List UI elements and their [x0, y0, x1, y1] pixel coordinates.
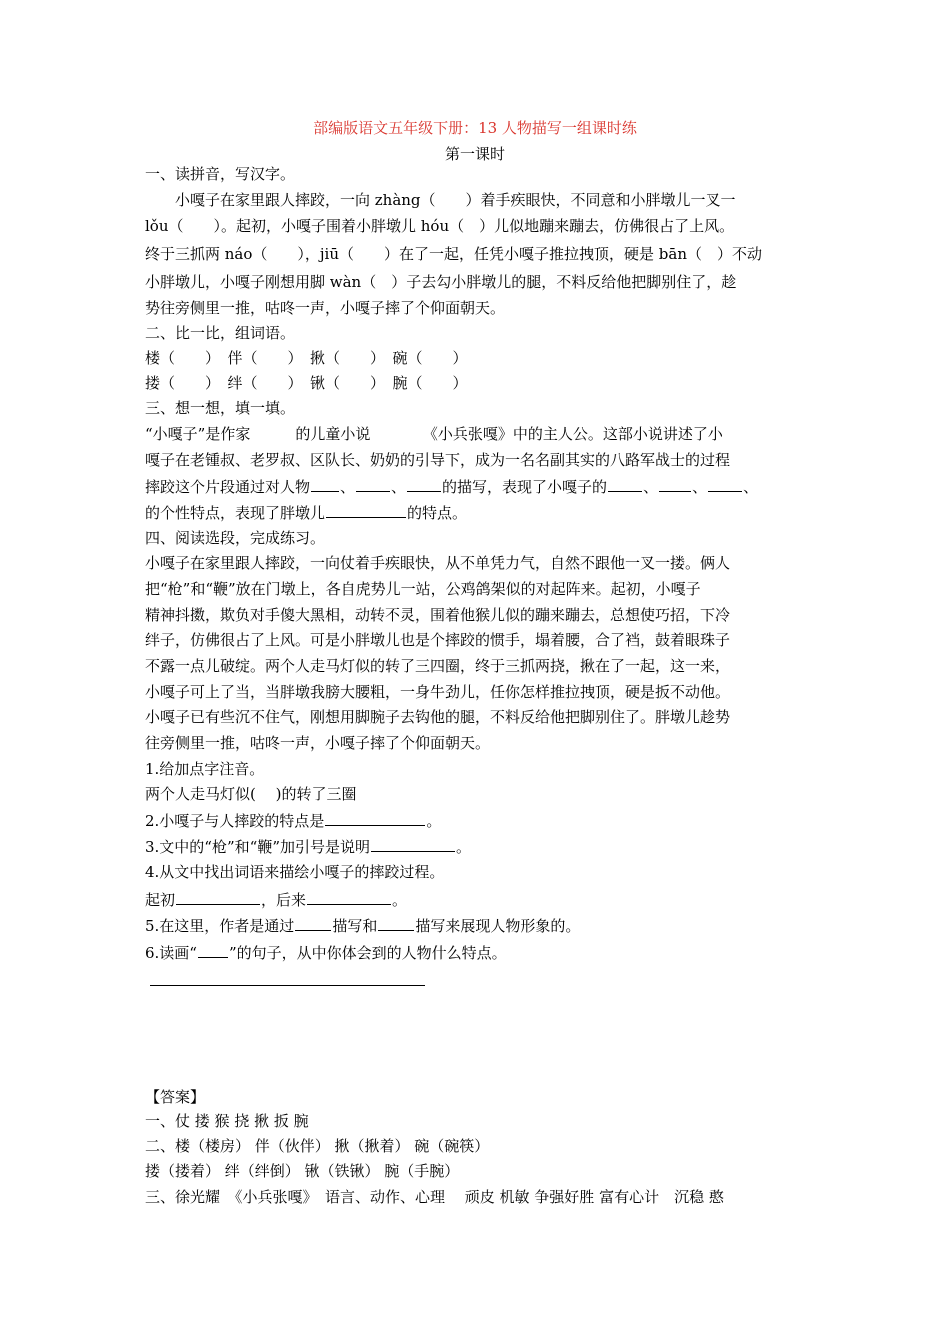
passage-line: 绊子，仿佛很占了上风。可是小胖墩儿也是个摔跤的惯手，塌着腰，合了裆，鼓着眼珠子 — [145, 631, 731, 649]
answer-line: 搂（搂着） 绊（绊倒） 锹（铁锹） 腕（手腕） — [145, 1162, 460, 1180]
line-text: 摔跤这个片段通过对人物 — [145, 478, 311, 496]
answer-blank[interactable] — [371, 836, 455, 852]
section1-heading: 一、读拼音，写汉字。 — [145, 165, 296, 183]
line-text: 3.文中的“枪”和“鞭”加引号是说明 — [145, 838, 370, 856]
line-text: 。 — [426, 812, 442, 830]
passage-line: 不露一点儿破绽。两个人走马灯似的转了三四圈，终于三抓两挠，揪在了一起，这一来， — [145, 657, 731, 675]
passage-line: 把“枪”和“鞭”放在门墩上，各自虎势儿一站，公鸡鸽架似的对起阵来。起初，小嘎子 — [145, 580, 701, 598]
answer-line: 二、楼（楼房） 伴（伙伴） 揪（揪着） 碗（碗筷） — [145, 1137, 490, 1155]
question-1: 1.给加点字注音。 — [145, 760, 265, 778]
line-text: 的特点。 — [407, 504, 468, 522]
question-4-answer — [145, 889, 407, 910]
compare-row-1: 楼（ ） 伴（ ） 揪（ ） 碗（ ） — [145, 349, 468, 367]
blank-line[interactable] — [356, 476, 390, 492]
answer-blank[interactable] — [378, 915, 414, 931]
lesson-subtitle: 第一课时 — [444, 145, 505, 163]
blank-line[interactable] — [608, 476, 642, 492]
line-text: 的个性特点，表现了胖墩儿 — [145, 504, 326, 522]
line-text: 。 — [456, 838, 472, 856]
section1-line: 终于三抓两 náo（ ），jiū（ ）在了一起，任凭小嘎子推拉拽顶，硬是 bān（ ）不动 — [145, 245, 762, 263]
section1-line: 势往旁侧里一推，咕咚一声，小嘎子摔了个仰面朝天。 — [145, 299, 506, 317]
answer-line: 一、仗 搂 猴 挠 揪 扳 腕 — [145, 1112, 309, 1130]
section1-line: 小嘎子在家里跟人摔跤，一向 zhàng（ ）着手疾眼快，不同意和小胖墩儿一叉一 — [145, 191, 736, 209]
document-title: 部编版语文五年级下册：13 人物描写一组课时练 — [313, 119, 637, 137]
line-text: 、 — [340, 478, 356, 496]
line-text: 。 — [392, 891, 408, 909]
line-text: 、 — [643, 478, 659, 496]
answer-blank[interactable] — [295, 915, 331, 931]
answer-blank[interactable] — [325, 810, 425, 826]
answer-blank[interactable] — [307, 889, 391, 905]
section2-heading: 二、比一比，组词语。 — [145, 324, 296, 342]
question-1-sentence: 两个人走马灯似( )的转了三圈 — [145, 785, 357, 803]
section1-line: 小胖墩儿，小嘎子刚想用脚 wàn（ ）子去勾小胖墩儿的腿，不料反给他把脚别住了，趁 — [145, 273, 737, 291]
answers-heading: 【答案】 — [145, 1088, 206, 1106]
answer-blank[interactable] — [176, 889, 260, 905]
passage-line: 精神抖擞，欺负对手傻大黑相，动转不灵，围着他猴儿似的蹦来蹦去，总想使巧招，下冷 — [145, 606, 731, 624]
section1-line: lǒu（ ）。起初，小嘎子围着小胖墩儿 hóu（ ）儿似地蹦来蹦去，仿佛很占了上风。 — [145, 217, 735, 235]
blank-line[interactable] — [407, 476, 441, 492]
question-2 — [145, 810, 441, 831]
section3-line: 嘎子在老锺叔、老罗叔、区队长、奶奶的引导下，成为一名名副其实的八路军战士的过程 — [145, 451, 731, 469]
line-text: 描写和 — [332, 917, 378, 935]
line-text: 、 — [743, 478, 759, 496]
line-text: 5.在这里，作者是通过 — [145, 917, 295, 935]
line-text: ，后来 — [261, 891, 307, 909]
blank-line[interactable] — [311, 476, 339, 492]
section3-heading: 三、想一想，填一填。 — [145, 399, 296, 417]
question-6 — [145, 942, 507, 963]
line-text: 6.读画“ — [145, 944, 197, 962]
line-text: 起初 — [145, 891, 176, 909]
answer-line: 三、徐光耀 《小兵张嘎》 语言、动作、心理 顽皮 机敏 争强好胜 富有心计 沉稳 憨 — [145, 1188, 724, 1206]
line-text: 、 — [692, 478, 708, 496]
answer-blank[interactable] — [198, 942, 228, 958]
line-text: 的描写，表现了小嘎子的 — [442, 478, 608, 496]
question-5 — [145, 915, 580, 936]
blank-line[interactable] — [659, 476, 691, 492]
line-text: 2.小嘎子与人摔跤的特点是 — [145, 812, 325, 830]
answer-writing-line[interactable] — [150, 985, 425, 986]
blank-line[interactable] — [326, 502, 406, 518]
line-text: 描写来展现人物形象的。 — [415, 917, 581, 935]
section3-line — [145, 476, 758, 497]
question-4: 4.从文中找出词语来描绘小嘎子的摔跤过程。 — [145, 863, 445, 881]
line-text: ”的句子，从中你体会到的人物什么特点。 — [228, 944, 507, 962]
passage-line: 往旁侧里一推，咕咚一声，小嘎子摔了个仰面朝天。 — [145, 734, 491, 752]
passage-line: 小嘎子在家里跟人摔跤，一向仗着手疾眼快，从不单凭力气，自然不跟他一叉一搂。俩人 — [145, 554, 731, 572]
compare-row-2: 搂（ ） 绊（ ） 锹（ ） 腕（ ） — [145, 374, 468, 392]
question-3 — [145, 836, 471, 857]
section3-line: “小嘎子”是作家 的儿童小说 《小兵张嘎》中的主人公。这部小说讲述了小 — [145, 425, 723, 443]
section3-line — [145, 502, 467, 523]
blank-line[interactable] — [708, 476, 742, 492]
passage-line: 小嘎子已有些沉不住气，刚想用脚腕子去钩他的腿，不料反给他把脚别住了。胖墩儿趁势 — [145, 708, 731, 726]
passage-line: 小嘎子可上了当，当胖墩我膀大腰粗，一身牛劲儿，任你怎样推拉拽顶，硬是扳不动他。 — [145, 683, 731, 701]
section4-heading: 四、阅读选段，完成练习。 — [145, 529, 326, 547]
line-text: 、 — [391, 478, 407, 496]
